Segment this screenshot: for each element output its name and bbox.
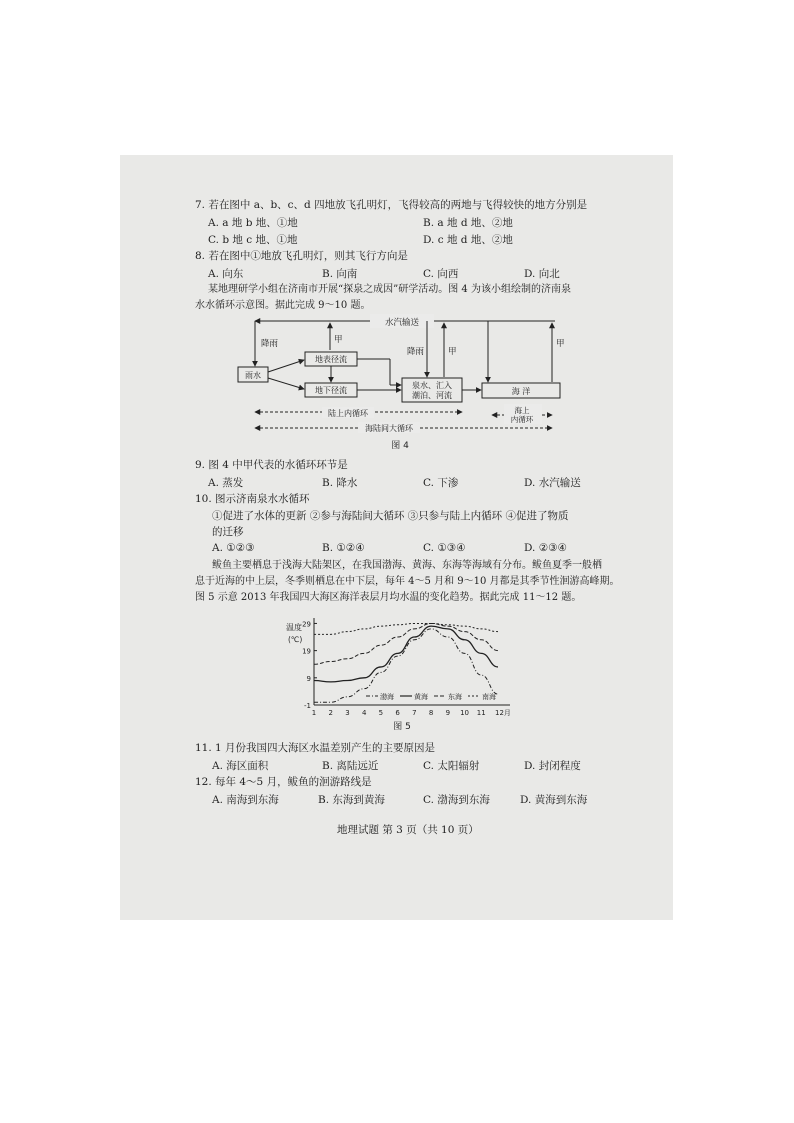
series-line-bohai bbox=[314, 629, 498, 702]
q12-option-c: C. 渤海到东海 bbox=[423, 794, 490, 806]
intro-paragraph-1-line-2: 水水循环示意图。据此完成 9～10 题。 bbox=[195, 300, 371, 311]
land-sea-cycle-label: 海陆间大循环 bbox=[365, 424, 413, 433]
rain-label-left: 降雨 bbox=[261, 339, 279, 349]
series-line-huanghai bbox=[314, 626, 498, 682]
land-cycle-label: 陆上内循环 bbox=[328, 409, 368, 418]
q10-option-b: B. ①②④ bbox=[322, 542, 365, 554]
q10-option-d: D. ②③④ bbox=[524, 542, 567, 554]
jia-label-2: 甲 bbox=[448, 347, 457, 357]
x-tick-label: 9 bbox=[445, 709, 451, 717]
figure-4-caption: 图 4 bbox=[391, 441, 409, 451]
figure-5-caption: 图 5 bbox=[393, 722, 411, 732]
y-tick-label: 19 bbox=[302, 647, 311, 656]
x-tick-label: 1 bbox=[311, 709, 317, 717]
x-tick-label: 5 bbox=[378, 709, 384, 717]
jia-label-3: 甲 bbox=[556, 339, 565, 349]
q12-stem: 12. 每年 4～5 月，鲅鱼的洄游路线是 bbox=[195, 776, 372, 788]
spring-box-line-1: 泉水、汇入 bbox=[412, 381, 452, 390]
surface-runoff-label: 地表径流 bbox=[315, 355, 347, 364]
x-tick-label: 10 bbox=[460, 709, 470, 717]
ocean-label: 海 洋 bbox=[511, 387, 531, 396]
q11-option-b: B. 离陆远近 bbox=[322, 760, 379, 772]
q8-option-b: B. 向南 bbox=[322, 268, 358, 280]
x-tick-label: 8 bbox=[428, 709, 434, 717]
q9-option-b: B. 降水 bbox=[322, 477, 358, 489]
q10-stem: 10. 图示济南泉水水循环 bbox=[195, 493, 310, 505]
q11-option-c: C. 太阳辐射 bbox=[423, 760, 480, 772]
legend-label-nanhai: 南海 bbox=[482, 693, 496, 701]
q9-option-c: C. 下渗 bbox=[423, 477, 459, 489]
q10-statements-line-1: ①促进了水体的更新 ②参与海陆间大循环 ③只参与陆上内循环 ④促进了物质 bbox=[212, 510, 569, 522]
q9-stem: 9. 图 4 中甲代表的水循环环节是 bbox=[195, 459, 348, 471]
q12-option-d: D. 黄海到东海 bbox=[520, 794, 588, 806]
figure-5-sea-temperature-chart bbox=[284, 614, 520, 734]
intro-paragraph-2-line-1: 鲅鱼主要栖息于浅海大陆架区，在我国渤海、黄海、东海等海域有分布。鲅鱼夏季一般栖 bbox=[212, 560, 602, 571]
y-axis-label-line-1: 温度 bbox=[286, 623, 302, 632]
q8-option-d: D. 向北 bbox=[524, 268, 560, 280]
q11-option-d: D. 封闭程度 bbox=[524, 760, 581, 772]
q12-option-a: A. 南海到东海 bbox=[212, 794, 279, 806]
figure-4-water-cycle-diagram bbox=[230, 312, 570, 452]
x-tick-label: 12月 bbox=[495, 709, 511, 717]
q8-stem: 8. 若在图中①地放飞孔明灯，则其飞行方向是 bbox=[195, 250, 408, 262]
x-tick-label: 4 bbox=[361, 709, 367, 717]
rain-to-ground-arrow bbox=[268, 378, 304, 389]
jia-label-1: 甲 bbox=[334, 335, 343, 345]
sea-cycle-label-2: 内循环 bbox=[510, 415, 534, 424]
x-tick-label: 7 bbox=[412, 709, 417, 717]
rain-label-middle: 降雨 bbox=[407, 347, 425, 357]
q7-option-b: B. a 地 d 地、②地 bbox=[423, 217, 513, 229]
intro-paragraph-2-line-3: 图 5 示意 2013 年我国四大海区海洋表层月均水温的变化趋势。据此完成 11～12 题。 bbox=[195, 592, 582, 603]
q7-option-d: D. c 地 d 地、②地 bbox=[423, 234, 513, 246]
q12-option-b: B. 东海到黄海 bbox=[318, 794, 385, 806]
q7-option-c: C. b 地 c 地、①地 bbox=[208, 234, 298, 246]
intro-paragraph-1-line-1: 某地理研学小组在济南市开展“探泉之成因”研学活动。图 4 为该小组绘制的济南泉 bbox=[208, 284, 571, 295]
q11-stem: 11. 1 月份我国四大海区水温差别产生的主要原因是 bbox=[195, 742, 436, 754]
y-tick-label: 9 bbox=[306, 674, 311, 683]
y-tick-label: -1 bbox=[304, 702, 311, 710]
x-tick-label: 2 bbox=[328, 709, 333, 717]
y-axis-label-line-2: (℃) bbox=[288, 635, 303, 644]
rainwater-label: 雨水 bbox=[245, 371, 261, 380]
q10-statements-line-2: 的迁移 bbox=[212, 526, 244, 538]
x-tick-label: 11 bbox=[476, 709, 486, 717]
intro-paragraph-2-line-2: 息于近海的中上层，冬季则栖息在中下层，每年 4～5 月和 9～10 月都是其季节性洄游高峰期。 bbox=[195, 576, 620, 587]
q8-option-a: A. 向东 bbox=[208, 268, 244, 280]
x-tick-label: 3 bbox=[345, 709, 350, 717]
q7-stem: 7. 若在图中 a、b、c、d 四地放飞孔明灯，飞得较高的两地与飞得较快的地方分别是 bbox=[195, 199, 588, 211]
groundwater-runoff-label: 地下径流 bbox=[315, 386, 347, 395]
x-tick-labels bbox=[312, 709, 511, 717]
rain-to-surface-arrow bbox=[268, 360, 304, 372]
q8-option-c: C. 向西 bbox=[423, 268, 459, 280]
page-footer: 地理试题 第 3 页（共 10 页） bbox=[337, 824, 479, 836]
q7-option-a: A. a 地 b 地、①地 bbox=[208, 217, 298, 229]
series-lines bbox=[314, 623, 498, 702]
legend-label-bohai: 渤海 bbox=[380, 693, 394, 701]
q9-option-a: A. 蒸发 bbox=[208, 477, 244, 489]
legend bbox=[366, 692, 496, 701]
y-tick-label: 29 bbox=[302, 620, 311, 629]
q11-option-a: A. 海区面积 bbox=[212, 760, 269, 772]
q10-option-c: C. ①③④ bbox=[423, 542, 466, 554]
q9-option-d: D. 水汽输送 bbox=[524, 477, 581, 489]
legend-label-huanghai: 黄海 bbox=[414, 693, 428, 701]
x-tick-label: 6 bbox=[395, 709, 400, 717]
q10-option-a: A. ①②③ bbox=[212, 542, 255, 554]
spring-box-line-2: 潮泊、河流 bbox=[412, 391, 452, 400]
vapor-transport-label: 水汽输送 bbox=[384, 318, 420, 328]
legend-label-donghai: 东海 bbox=[448, 693, 462, 701]
exam-page bbox=[120, 155, 673, 920]
sea-cycle-label-1: 海上 bbox=[514, 406, 530, 415]
